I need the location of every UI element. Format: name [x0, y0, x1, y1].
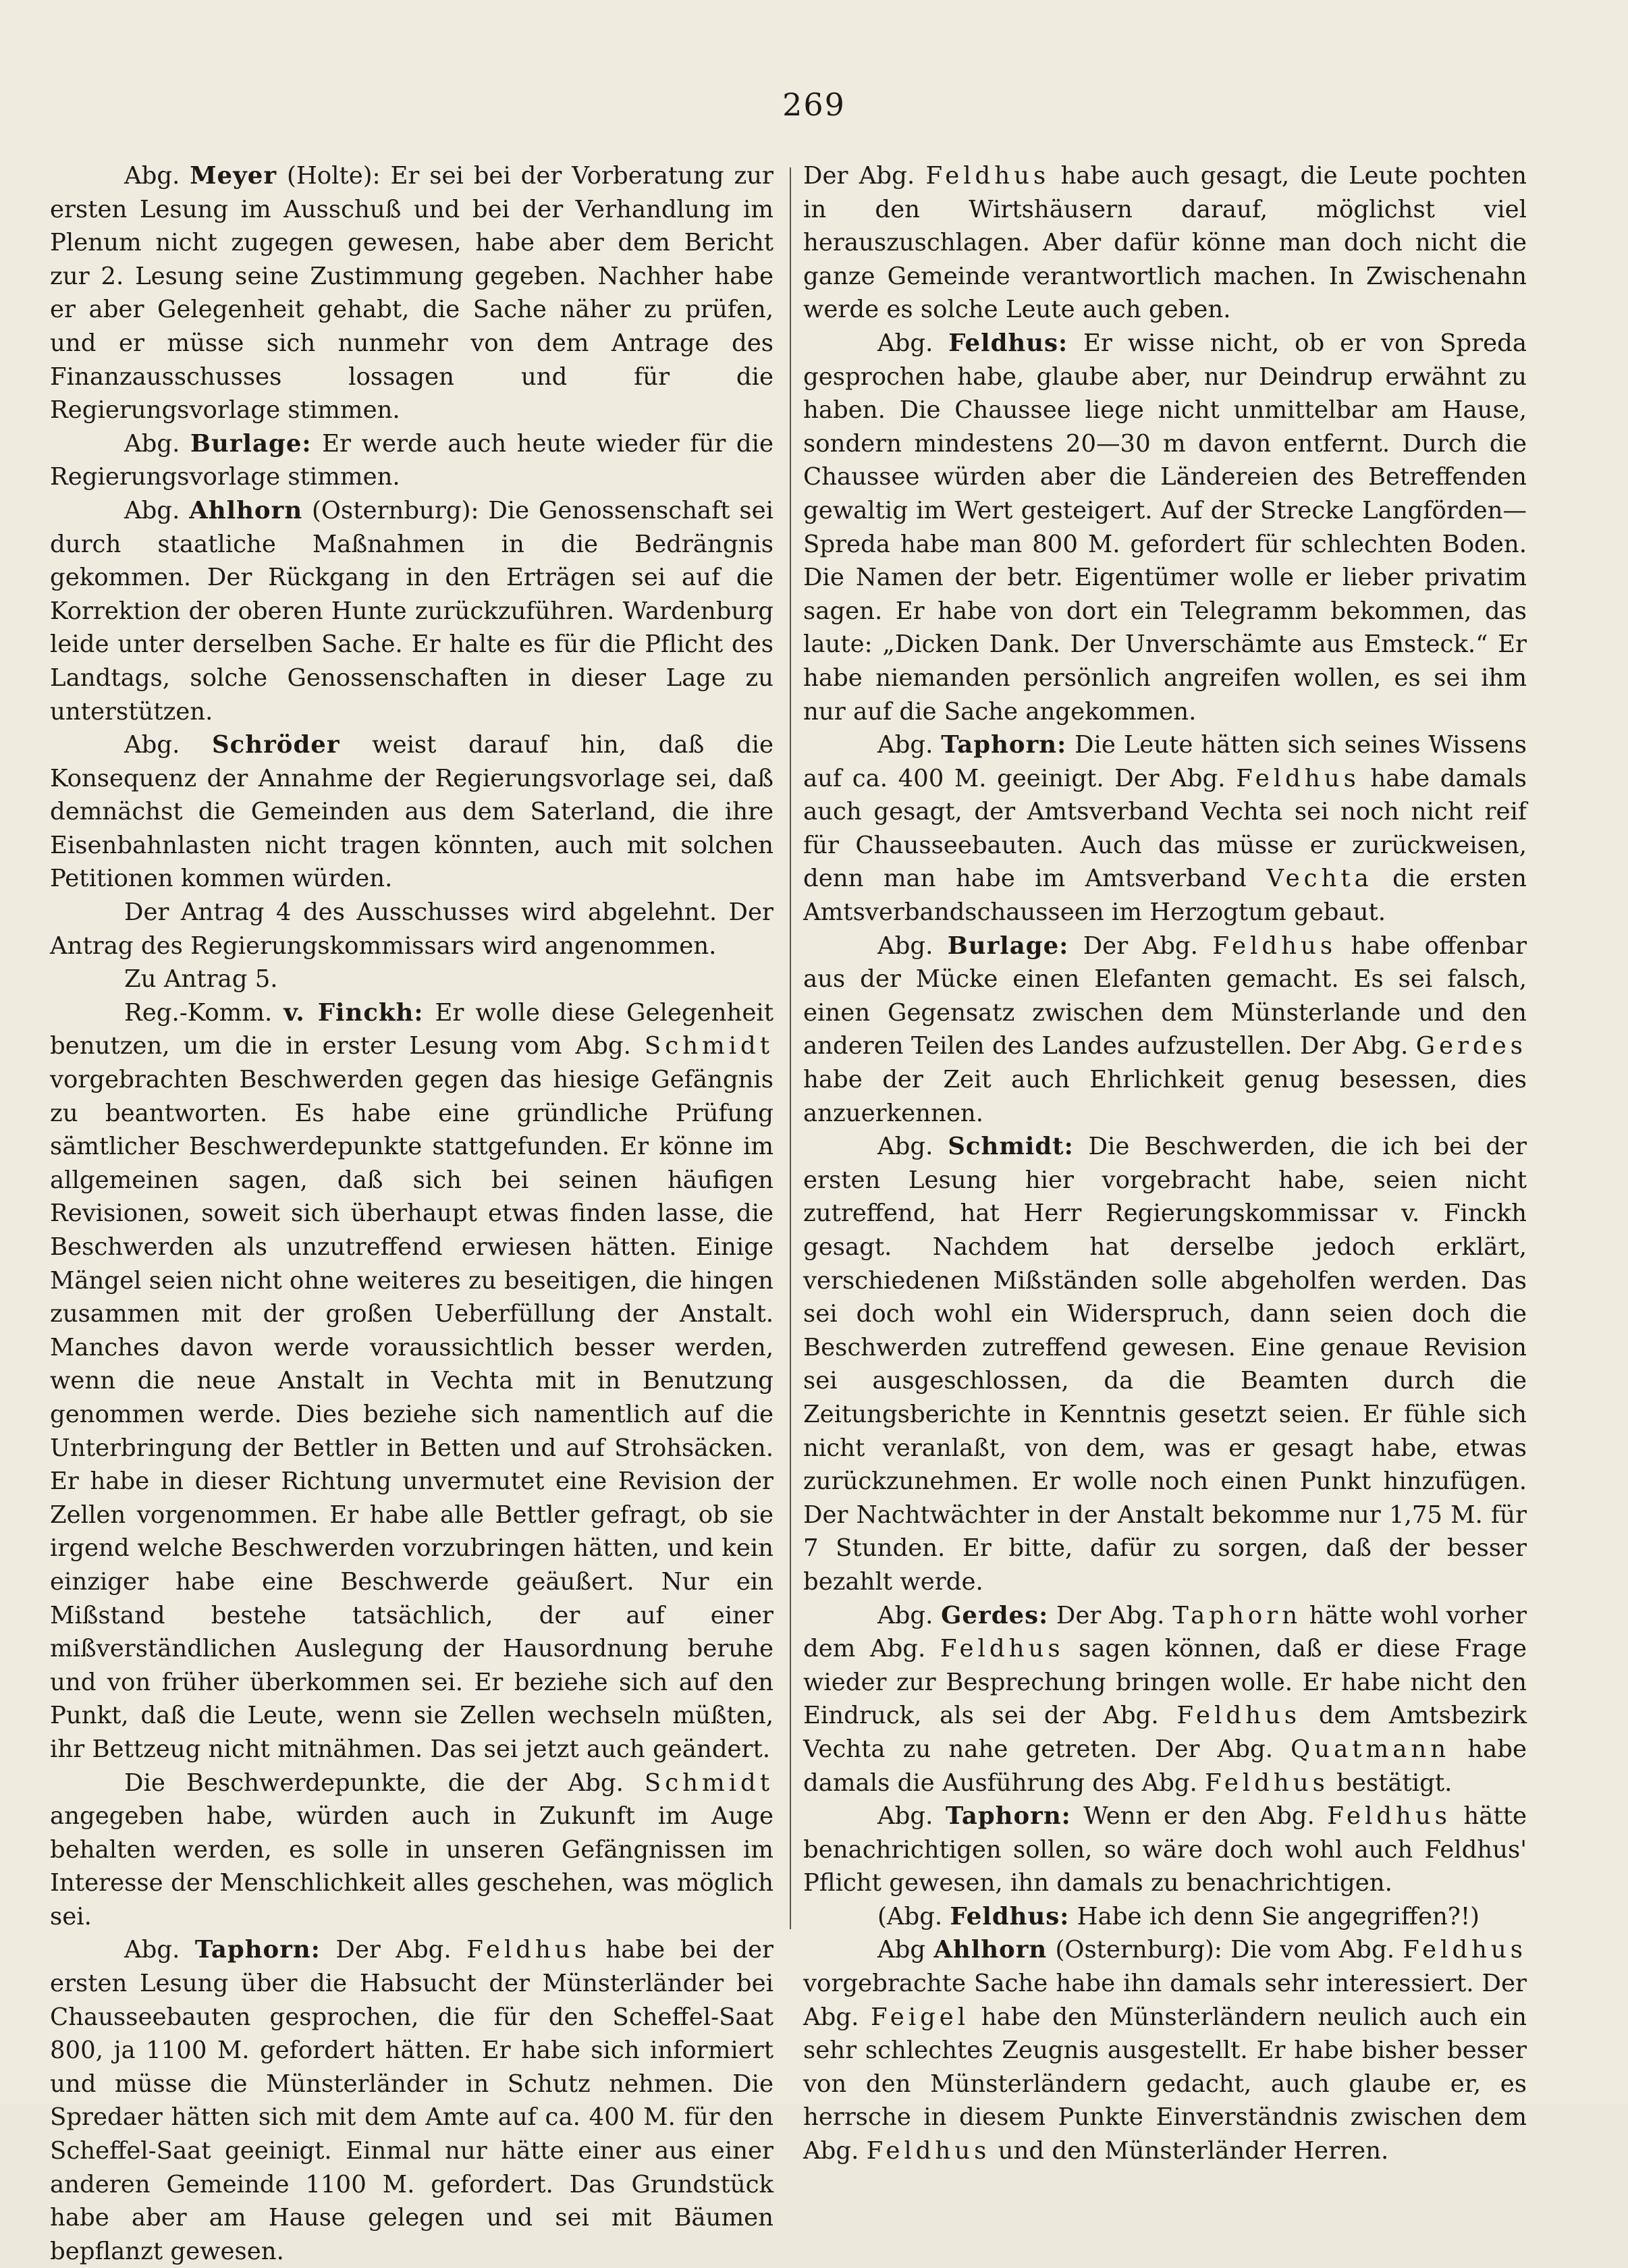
- speaker-name: Schmidt:: [948, 1133, 1074, 1161]
- text-run: sagen können, daß er diese Frage wieder zur Besprechung bringen wolle. Er habe nicht den Eindruck, als sei der Abg.: [803, 1635, 1527, 1730]
- column-divider: [790, 167, 791, 1929]
- paragraph: [803, 728, 1527, 929]
- text-run: habe damals die Ausführung des Abg.: [803, 1735, 1527, 1797]
- text-run: vorgebrachte Sache habe ihn damals sehr interessiert. Der Abg.: [803, 1970, 1527, 2031]
- spaced-name: Feldhus: [866, 2137, 991, 2165]
- paragraph: [50, 159, 774, 427]
- text-run: hätte wohl vorher dem Abg.: [803, 1601, 1527, 1663]
- speaker-name: Taphorn:: [941, 731, 1067, 759]
- text-run: Zu Antrag 5.: [124, 965, 278, 994]
- paragraph: [50, 963, 774, 996]
- text-run: Reg.-Komm.: [124, 998, 284, 1027]
- text-run: Der Abg.: [803, 162, 926, 190]
- text-run: Er wolle diese Gelegenheit benutzen, um die in erster Lesung vom Abg.: [50, 998, 774, 1060]
- text-run: (Osternburg): Die vom Abg.: [1047, 1936, 1403, 1964]
- text-run: habe der Zeit auch Ehrlichkeit genug besessen, dies anzuerkennen.: [803, 1066, 1527, 1127]
- right-column: [803, 159, 1527, 2168]
- text-run: Der Abg.: [320, 1936, 467, 1964]
- spaced-name: Feldhus: [1327, 1802, 1451, 1831]
- paragraph: [803, 1599, 1527, 1800]
- text-run: Er werde auch heute wieder für die Regierungsvorlage stimmen.: [50, 429, 774, 491]
- text-run: habe damals auch gesagt, der Amtsverband Vechta sei noch nicht reif für Chausseebauten. Auch das müsse er zurückweisen, denn man habe im Amtsverband: [803, 764, 1527, 893]
- spaced-name: Gerdes: [1415, 1032, 1527, 1060]
- spaced-name: Feldhus: [1205, 1769, 1329, 1797]
- speaker-name: Taphorn:: [945, 1802, 1071, 1831]
- text-run: (Osternburg): Die Genossenschaft sei durch staatliche Maßnahmen in die Bedrängnis gekommen. Der Rückgang in den Erträgen sei auf die Korrektion der oberen Hunte zurückzuführen. Wardenburg leide unter derselben Sache. Er halte es für die Pflicht des Landtags, solche Genossenschaften in dieser Lage zu unterstützen.: [50, 496, 774, 726]
- spaced-name: Feigel: [871, 2003, 970, 2031]
- spaced-name: Vechta: [1266, 865, 1373, 893]
- spaced-name: Schmidt: [644, 1032, 774, 1060]
- text-run: Die Leute hätten sich seines Wissens auf ca. 400 M. geeinigt. Der Abg.: [803, 731, 1527, 792]
- paragraph: [803, 1900, 1527, 1934]
- paragraph: [803, 929, 1527, 1131]
- text-run: Wenn er den Abg.: [1070, 1802, 1328, 1831]
- paragraph: [803, 159, 1527, 327]
- spaced-name: Quatmann: [1291, 1735, 1450, 1763]
- paragraph: [803, 327, 1527, 728]
- text-run: vorgebrachten Beschwerden gegen das hiesige Gefängnis zu beantworten. Es habe eine gründliche Prüfung sämtlicher Beschwerdepunkte stattgefunden. Er könne im allgemeinen sagen, daß sich bei seinen häufigen Revisionen, soweit sich überhaupt etwas finden lasse, die Beschwerden als unzutreffend erwiesen hätten. Einige Mängel seien nicht ohne weiteres zu beseitigen, die hingen zusammen mit der großen Ueberfüllung der Anstalt. Manches davon werde voraussichtlich besser werden, wenn die neue Anstalt in Vechta mit in Benutzung genommen werde. Dies beziehe sich namentlich auf die Unterbringung der Bettler in Betten und auf Strohsäcken. Er habe in dieser Richtung unvermutet eine Revision der Zellen vorgenommen. Er habe alle Bettler gefragt, ob sie irgend welche Beschwerden vorzubringen hätten, und kein einziger habe eine Beschwerde geäußert. Nur ein Mißstand bestehe tatsächlich, der auf einer mißverständlichen Auslegung der Hausordnung beruhe und von früher überkommen sei. Er beziehe sich auf den Punkt, daß die Leute, wenn sie Zellen wechseln müßten, ihr Bettzeug nicht mitnähmen. Das sei jetzt auch geändert.: [50, 1066, 774, 1763]
- spaced-name: Schmidt: [644, 1769, 774, 1797]
- paragraph: [50, 1933, 774, 2268]
- text-run: hätte benachrichtigen sollen, so wäre doch wohl auch Feldhus' Pflicht gewesen, ihn damals zu benachrichtigen.: [803, 1802, 1527, 1897]
- text-run: habe den Münsterländern neulich auch ein sehr schlechtes Zeugnis ausgestellt. Er habe bisher besser von den Münsterländern gedacht, auch glaube er, es herrsche in diesem Punkte Einverständnis zwischen dem Abg.: [803, 2003, 1527, 2165]
- text-run: habe auch gesagt, die Leute pochten in den Wirtshäusern darauf, möglichst viel herauszuschlagen. Aber dafür könne man doch nicht die ganze Gemeinde verantwortlich machen. In Zwischenahn werde es solche Leute auch geben.: [803, 162, 1527, 324]
- speaker-name: v. Finckh:: [283, 998, 424, 1027]
- speaker-name: Ahlhorn: [189, 496, 303, 524]
- text-run: Die Beschwerdepunkte, die der Abg.: [124, 1769, 645, 1797]
- text-run: Abg.: [124, 162, 190, 190]
- speaker-name: Schröder: [212, 731, 340, 759]
- text-run: (Holte): Er sei bei der Vorberatung zur ersten Lesung im Ausschuß und bei der Verhandlung im Plenum nicht zugegen gewesen, habe aber dem Bericht zur 2. Lesung seine Zustimmung gegeben. Nachher habe er aber Gelegenheit gehabt, die Sache näher zu prüfen, und er müsse sich nunmehr von dem Antrage des Finanzausschusses lossagen und für die Regierungsvorlage stimmen.: [50, 162, 774, 425]
- text-run: Abg.: [124, 496, 190, 524]
- text-run: weist darauf hin, daß die Konsequenz der Annahme der Regierungsvorlage sei, daß demnächst die Gemeinden aus dem Saterland, die ihre Eisenbahnlasten nicht tragen könnten, auch mit solchen Petitionen kommen würden.: [50, 731, 774, 893]
- spaced-name: Feldhus: [940, 1635, 1064, 1663]
- text-run: Abg.: [877, 731, 942, 759]
- left-column: [50, 159, 774, 2268]
- paragraph: [803, 1933, 1527, 2167]
- spaced-name: Feldhus: [1212, 932, 1337, 960]
- text-run: Abg: [877, 1936, 934, 1964]
- text-run: Abg.: [877, 1601, 942, 1629]
- text-run: habe offenbar aus der Mücke einen Elefanten gemacht. Es sei falsch, einen Gegensatz zwischen dem Münsterlande und den anderen Teilen des Landes aufzustellen. Der Abg.: [803, 932, 1527, 1060]
- text-run: Der Abg.: [1068, 932, 1213, 960]
- spaced-name: Taphorn: [1172, 1601, 1302, 1629]
- text-run: Abg.: [124, 1936, 195, 1964]
- speaker-name: Meyer: [190, 162, 277, 190]
- speaker-name: Burlage:: [190, 429, 312, 458]
- text-run: angegeben habe, würden auch in Zukunft im Auge behalten werden, es solle in unseren Gefängnissen im Interesse der Menschlichkeit alles geschehen, was möglich sei.: [50, 1802, 774, 1931]
- text-run: habe bei der ersten Lesung über die Habsucht der Münsterländer bei Chausseebauten gesprochen, die für den Scheffel-Saat 800, ja 1100 M. gefordert hätten. Er habe sich informiert und müsse die Münsterländer in Schutz nehmen. Die Spredaer hätten sich mit dem Amte auf ca. 400 M. für den Scheffel-Saat geeinigt. Einmal nur hätte einer aus einer anderen Gemeinde 1100 M. gefordert. Das Grundstück habe aber am Hause gelegen und sei mit Bäumen bepflanzt gewesen.: [50, 1936, 774, 2265]
- text-run: (Abg.: [877, 1902, 950, 1931]
- spaced-name: Feldhus: [1236, 764, 1360, 792]
- spaced-name: Feldhus: [1403, 1936, 1527, 1964]
- spaced-name: Feldhus: [466, 1936, 591, 1964]
- text-run: Der Antrag 4 des Ausschusses wird abgelehnt. Der Antrag des Regierungskommissars wird angenommen.: [50, 898, 774, 960]
- speaker-name: Ahlhorn: [933, 1936, 1048, 1964]
- text-run: Die Beschwerden, die ich bei der ersten Lesung hier vorgebracht habe, seien nicht zutreffend, hat Herr Regierungskommissar v. Finckh gesagt. Nachdem hat derselbe jedoch erklärt, verschiedenen Mißständen solle abgeholfen werden. Das sei doch wohl ein Widerspruch, dann seien doch die Beschwerden zutreffend gewesen. Eine genaue Revision sei ausgeschlossen, da die Beamten durch die Zeitungsberichte in Kenntnis gesetzt seien. Er fühle sich nicht veranlaßt, von dem, was er gesagt habe, etwas zurückzunehmen. Er wolle noch einen Punkt hinzufügen. Der Nachtwächter in der Anstalt bekomme nur 1,75 M. für 7 Stunden. Er bitte, dafür zu sorgen, daß der besser bezahlt werde.: [803, 1133, 1527, 1596]
- speaker-name: Burlage:: [947, 932, 1069, 960]
- text-run: dem Amtsbezirk Vechta zu nahe getreten. Der Abg.: [803, 1702, 1527, 1763]
- paragraph: [50, 728, 774, 896]
- text-run: Er wisse nicht, ob er von Spreda gesprochen habe, glaube aber, nur Deindrup erwähnt zu haben. Die Chaussee liege nicht unmittelbar am Hause, sondern mindestens 20—30 m davon entfernt. Durch die Chaussee würden aber die Ländereien des Betreffenden gewaltig im Wert gesteigert. Auf der Strecke Langförden—Spreda habe man 800 M. gefordert für schlechten Boden. Die Namen der betr. Eigentümer wolle er lieber privatim sagen. Er habe von dort ein Telegramm bekommen, das laute: „Dicken Dank. Der Unverschämte aus Emsteck.“ Er habe niemanden persönlich angreifen wollen, es sei ihm nur auf die Sache angekommen.: [803, 329, 1527, 726]
- paragraph: [50, 896, 774, 963]
- text-run: Abg.: [877, 932, 948, 960]
- text-run: Der Abg.: [1048, 1601, 1173, 1629]
- text-run: Abg.: [877, 1802, 946, 1831]
- speaker-name: Taphorn:: [194, 1936, 321, 1964]
- text-run: die ersten Amtsverbandschausseen im Herzogtum gebaut.: [803, 865, 1527, 927]
- speaker-name: Feldhus:: [950, 1902, 1070, 1931]
- text-run: bestätigt.: [1328, 1769, 1453, 1797]
- text-run: und den Münsterländer Herren.: [990, 2137, 1389, 2165]
- page-number: 269: [782, 86, 846, 123]
- text-run: Habe ich denn Sie angegriffen?!): [1069, 1902, 1480, 1931]
- paragraph: [50, 427, 774, 494]
- text-run: Abg.: [124, 429, 190, 458]
- paragraph: [50, 996, 774, 1766]
- spaced-name: Feldhus: [925, 162, 1050, 190]
- speaker-name: Feldhus:: [948, 329, 1068, 357]
- spaced-name: Feldhus: [1176, 1702, 1301, 1730]
- paragraph: [50, 494, 774, 728]
- text-run: Abg.: [877, 329, 949, 357]
- paragraph: [50, 1766, 774, 1934]
- text-run: Abg.: [124, 731, 212, 759]
- text-run: Abg.: [877, 1133, 948, 1161]
- paragraph: [803, 1800, 1527, 1900]
- speaker-name: Gerdes:: [941, 1601, 1049, 1629]
- paragraph: [803, 1130, 1527, 1598]
